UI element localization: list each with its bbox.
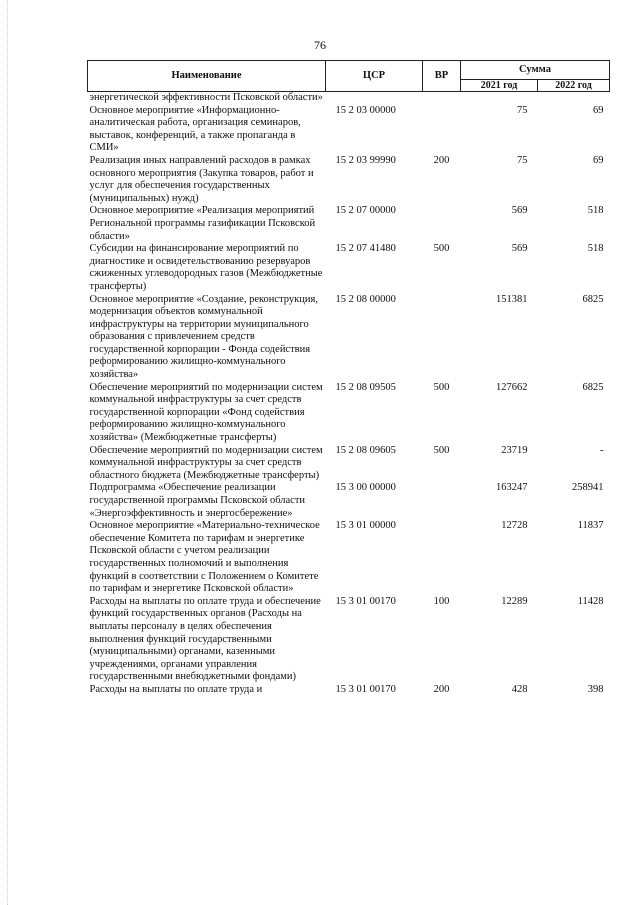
cell-2021: 569 — [511, 243, 528, 255]
header-name: Наименование — [88, 61, 326, 92]
cell-csr: 15 2 08 09605 — [335, 444, 396, 456]
cell-vr — [423, 105, 461, 155]
table-row — [88, 520, 610, 596]
cell-2022: 69 — [593, 154, 604, 166]
cell-name: Подпрограмма «Обеспечение реализации государственной программы Псковской области «Энергоэффективность и энергосбережение» — [89, 482, 306, 519]
budget-table-wrapper — [87, 60, 609, 697]
cell-csr: 15 2 07 41480 — [335, 243, 396, 255]
header-sum: Сумма — [461, 61, 610, 80]
header-2022: 2022 год — [538, 80, 610, 92]
cell-name: Основное мероприятие «Реализация мероприятий Региональной программы газификации Псковской области» — [89, 205, 316, 242]
cell-csr: 15 3 00 00000 — [335, 482, 396, 494]
cell-name: Субсидии на финансирование мероприятий по диагностике и освидетельствованию резервуаров сжиженных углеводородных газов (Межбюджетные трансферты) — [89, 243, 323, 292]
table-row — [88, 155, 610, 205]
cell-2021: 428 — [511, 683, 528, 695]
header-csr: ЦСР — [326, 61, 423, 92]
cell-2022: 69 — [593, 104, 604, 116]
cell-csr: 15 2 03 99990 — [335, 154, 396, 166]
cell-2022: 11837 — [577, 520, 604, 532]
table-row — [88, 482, 610, 520]
cell-csr — [326, 92, 423, 105]
table-row — [88, 92, 610, 105]
cell-2021: 163247 — [496, 482, 528, 494]
cell-csr: 15 3 01 00000 — [335, 520, 396, 532]
cell-name: Основное мероприятие «Информационно-аналитическая работа, организация семинаров, выставок, конференций, а также пропаганда в СМИ» — [89, 104, 301, 154]
cell-2022: 398 — [587, 683, 604, 695]
cell-vr: 100 — [433, 595, 450, 607]
cell-name: Расходы на выплаты по оплате труда и обеспечение функций государственных органов (Расходы на выплаты персоналу в целях обеспечения выполнения функций государственными (муниципальными) органами, казенными учреждениями, органами управления государственными внебюджетными фондами) — [89, 595, 321, 683]
cell-csr: 15 3 01 00170 — [335, 595, 396, 607]
table-body — [88, 92, 610, 697]
table-row — [88, 243, 610, 293]
cell-vr: 200 — [433, 683, 450, 695]
cell-name: Основное мероприятие «Материально-техническое обеспечение Комитета по тарифам и энергетике Псковской области с учетом реализации государственных полномочий и выполнения функций в соответствии с Положением о Комитете по тарифам и энергетике Псковской области» — [89, 520, 320, 595]
cell-2022: 258941 — [572, 482, 604, 494]
table-row — [88, 294, 610, 382]
cell-2022: 6825 — [582, 381, 604, 393]
cell-vr — [423, 520, 461, 596]
cell-name: Основное мероприятие «Создание, реконструкция, модернизация объектов коммунальной инфраструктуры на территории муниципального образования с привлечением средств государственной корпорации - Фонда содействия реформированию жилищно-коммунального хозяйства» — [89, 293, 318, 381]
scan-edge — [7, 0, 8, 905]
cell-2021: 23719 — [501, 444, 528, 456]
cell-2022 — [538, 92, 610, 105]
cell-2021: 569 — [511, 205, 528, 217]
cell-name: Обеспечение мероприятий по модернизации систем коммунальной инфраструктуры за счет средств государственной корпорации «Фонд содействия реформированию жилищно-коммунального хозяйства» (Межбюджетные трансферты) — [89, 381, 323, 444]
cell-vr — [423, 92, 461, 105]
table-row — [88, 382, 610, 445]
header-2021: 2021 год — [461, 80, 538, 92]
cell-vr — [423, 482, 461, 520]
cell-2022: 518 — [587, 205, 604, 217]
cell-name: Расходы на выплаты по оплате труда и — [89, 683, 263, 695]
cell-vr: 500 — [433, 444, 450, 456]
table-row — [88, 205, 610, 243]
cell-csr: 15 3 01 00170 — [335, 683, 396, 695]
cell-name: Реализация иных направлений расходов в рамках основного мероприятия (Закупка товаров, работ и услуг для обеспечения государственных (муниципальных) нужд) — [89, 154, 314, 204]
cell-vr: 500 — [433, 243, 450, 255]
header-vr: ВР — [423, 61, 461, 92]
cell-2021 — [461, 92, 538, 105]
cell-2021: 127662 — [496, 381, 528, 393]
cell-2021: 75 — [517, 104, 528, 116]
cell-name: энергетической эффективности Псковской области» — [89, 92, 323, 103]
cell-csr: 15 2 08 09505 — [335, 381, 396, 393]
table-row — [88, 596, 610, 684]
cell-2021: 151381 — [496, 293, 528, 305]
cell-2021: 12289 — [501, 595, 528, 607]
cell-csr: 15 2 07 00000 — [335, 205, 396, 217]
page-number: 76 — [314, 38, 326, 52]
cell-name: Обеспечение мероприятий по модернизации систем коммунальной инфраструктуры за счет средств областного бюджета (Межбюджетные трансферты) — [89, 444, 323, 481]
cell-2022: - — [600, 444, 604, 456]
cell-2021: 75 — [517, 154, 528, 166]
table-row — [88, 105, 610, 155]
table-header — [88, 61, 610, 92]
table-row — [88, 684, 610, 697]
table-row — [88, 445, 610, 483]
cell-vr: 500 — [433, 381, 450, 393]
cell-vr: 200 — [433, 154, 450, 166]
cell-vr — [423, 205, 461, 243]
cell-2022: 11428 — [577, 595, 604, 607]
cell-2022: 518 — [587, 243, 604, 255]
cell-csr: 15 2 08 00000 — [335, 293, 396, 305]
cell-2021: 12728 — [501, 520, 528, 532]
cell-vr — [423, 294, 461, 382]
budget-table — [87, 60, 610, 697]
cell-2022: 6825 — [582, 293, 604, 305]
cell-csr: 15 2 03 00000 — [335, 104, 396, 116]
